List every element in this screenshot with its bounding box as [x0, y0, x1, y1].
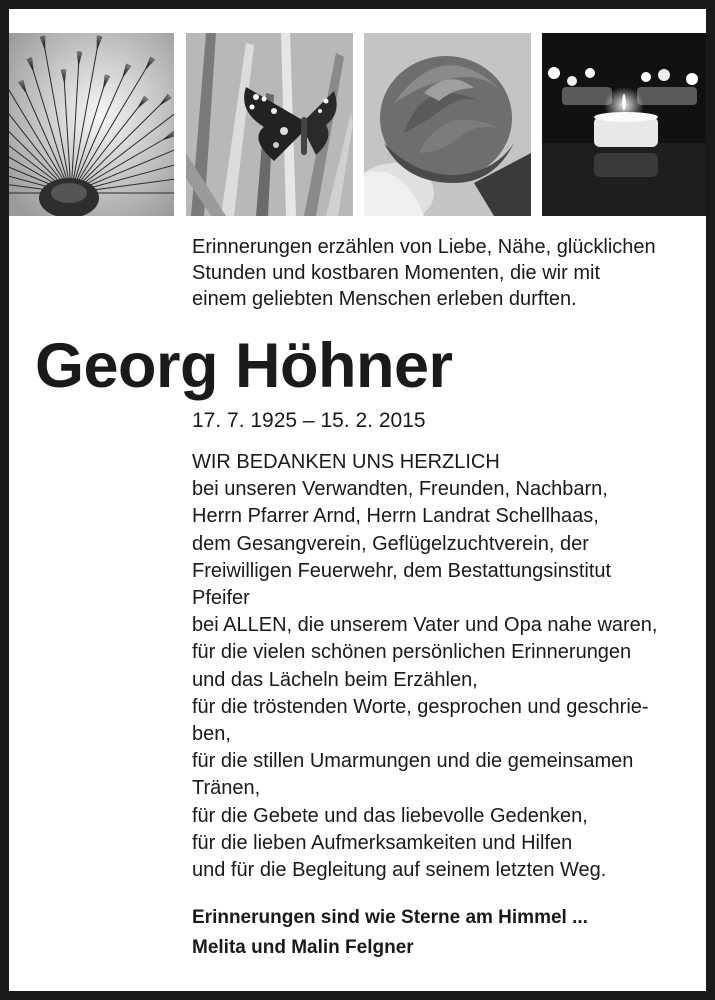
thanks-heading: WIR BEDANKEN UNS HERZLICH — [192, 451, 500, 473]
thanks-line: dem Gesangverein, Geflügelzuchtverein, der — [192, 532, 589, 555]
intro-text: Erinnerungen erzählen von Liebe, Nähe, glücklichen Stunden und kostbaren Momenten, die wir mit einem geliebten Menschen erleben durften. — [192, 236, 656, 310]
thanks-line: bei ALLEN, die unserem Vater und Opa nahe waren, — [192, 614, 658, 637]
thanks-line: für die Gebete und das liebevolle Gedenken, — [192, 804, 588, 827]
signature: Melita und Malin Felgner — [192, 937, 414, 958]
butterfly-illustration — [186, 33, 353, 216]
thanks-line: und für die Begleitung auf seinem letzten Weg. — [192, 859, 607, 882]
thanks-line: Herrn Pfarrer Arnd, Herrn Landrat Schellhaas, — [192, 505, 599, 528]
thanks-line: Freiwilligen Feuerwehr, dem Bestattungsinstitut — [192, 559, 612, 582]
thanks-line: für die stillen Umarmungen und die gemeinsamen — [192, 750, 634, 773]
candles-photo — [542, 33, 706, 216]
closing-quote: Erinnerungen sind wie Sterne am Himmel ... — [192, 907, 588, 928]
deceased-name: Georg Höhner — [35, 331, 453, 401]
butterfly-photo — [186, 33, 353, 216]
rose-illustration — [364, 33, 531, 216]
thanks-line: für die vielen schönen persönlichen Erinnerungen — [192, 641, 632, 664]
dandelion-photo — [9, 33, 174, 216]
thanks-line: bei unseren Verwandten, Freunden, Nachbarn, — [192, 478, 608, 501]
thanks-line: und das Lächeln beim Erzählen, — [192, 668, 478, 691]
dandelion-illustration — [9, 33, 174, 216]
thanks-line: ben, — [192, 723, 231, 746]
thanks-line: Tränen, — [192, 777, 261, 800]
thanks-line: für die lieben Aufmerksamkeiten und Hilfen — [192, 831, 573, 854]
thanks-line: Pfeifer — [192, 587, 250, 610]
thanks-line: für die tröstenden Worte, gesprochen und geschrie- — [192, 695, 649, 718]
life-dates: 17. 7. 1925 – 15. 2. 2015 — [192, 409, 426, 432]
thanks-block — [192, 449, 702, 884]
closing-block — [192, 903, 702, 963]
candles-illustration — [542, 33, 706, 216]
rose-photo — [364, 33, 531, 216]
photo-strip — [9, 33, 706, 216]
